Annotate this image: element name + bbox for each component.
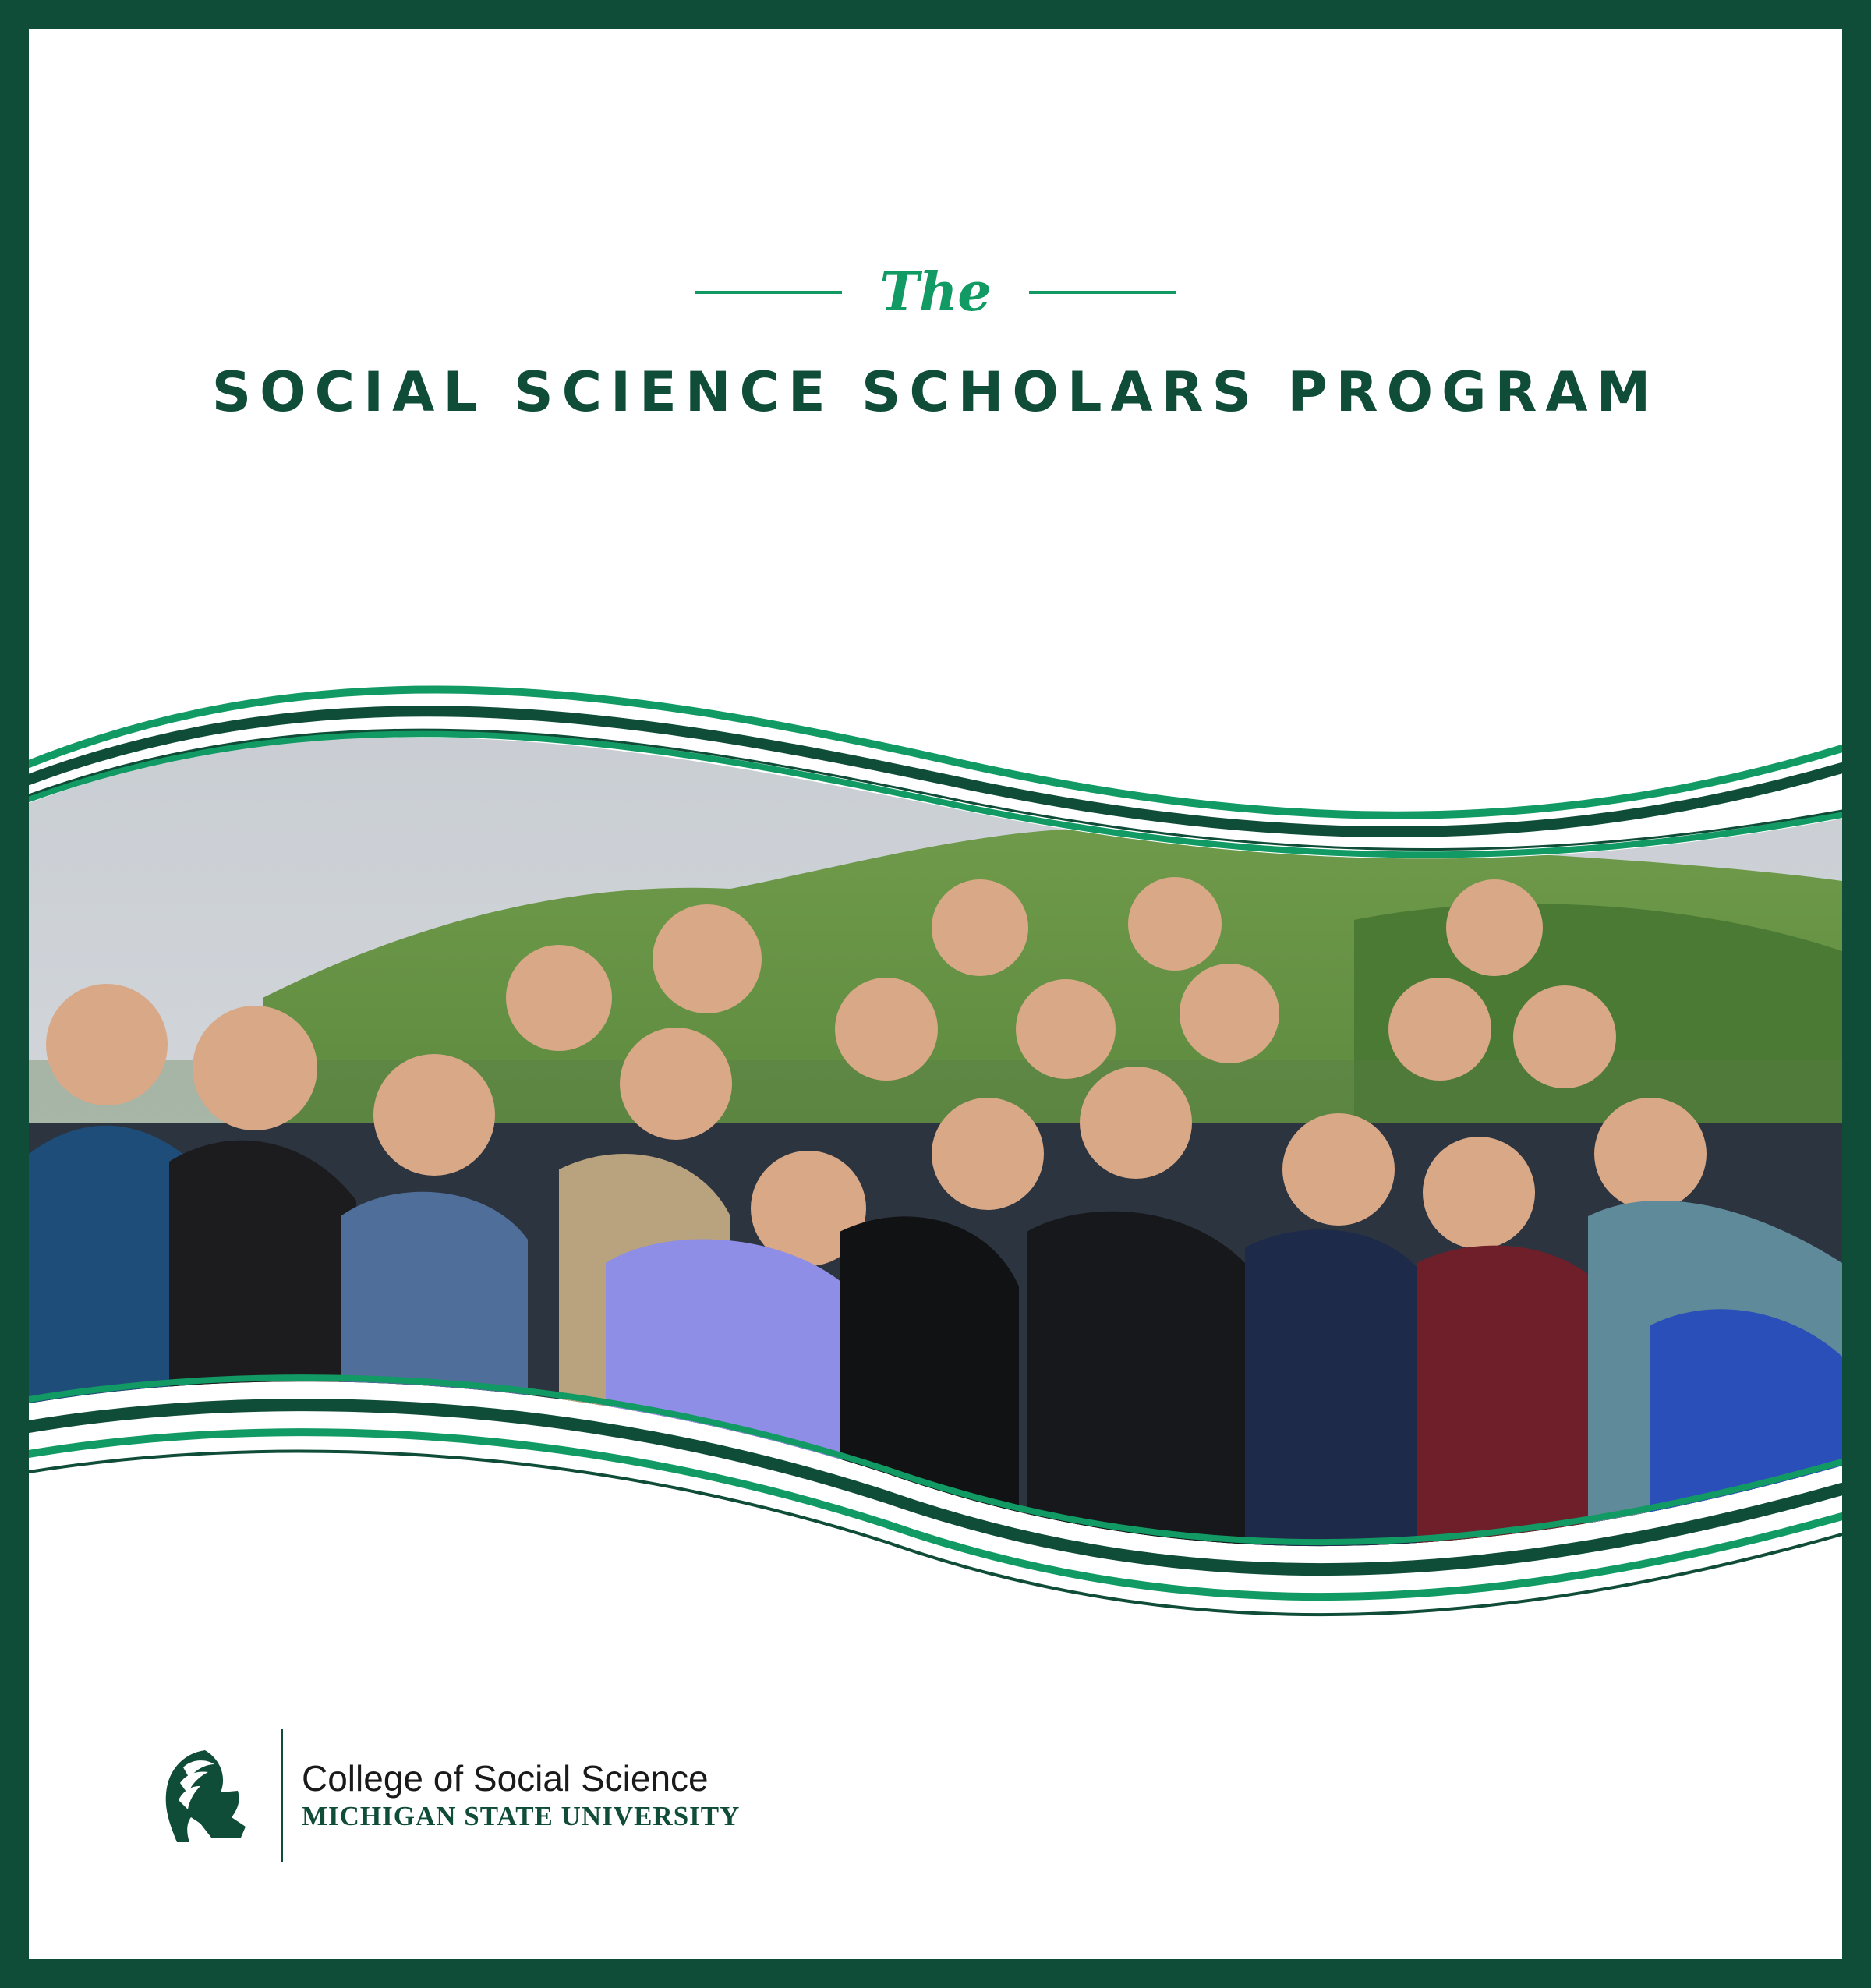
group-photo (29, 624, 1842, 1668)
college-logo (160, 1729, 740, 1862)
the-row (29, 257, 1842, 327)
college-text (302, 1759, 740, 1833)
logo-divider (281, 1729, 283, 1862)
college-name: College of Social Science (302, 1757, 709, 1799)
spartan-helmet-icon (160, 1746, 249, 1845)
page-title: SOCIAL SCIENCE SCHOLARS PROGRAM (211, 360, 1660, 424)
university-name: MICHIGAN STATE UNIVERSITY (302, 1801, 741, 1832)
left-rule (695, 291, 842, 294)
right-rule (1029, 291, 1176, 294)
title-block (29, 257, 1842, 424)
title-article: The (879, 261, 992, 324)
